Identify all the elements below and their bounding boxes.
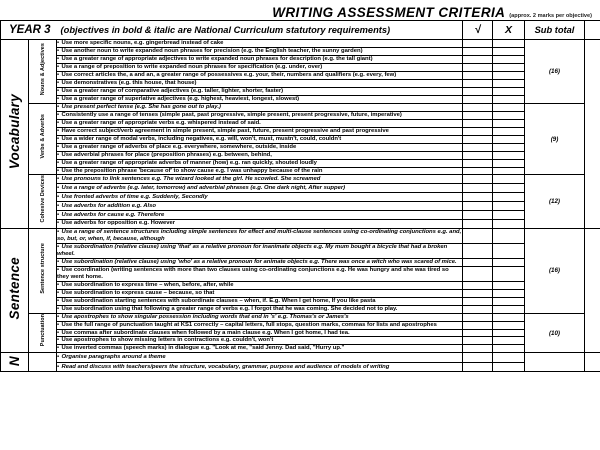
section-total-cell[interactable] (585, 228, 600, 353)
objective-cell (57, 47, 463, 55)
tick-cell[interactable] (463, 211, 493, 220)
bullet-icon: • (57, 63, 60, 70)
tick-cell[interactable] (463, 258, 493, 266)
bullet-icon: • (57, 211, 60, 218)
tick-cell[interactable] (463, 159, 493, 167)
cross-cell[interactable] (493, 87, 525, 95)
objective-text: Organise paragraphs around a theme (61, 354, 166, 361)
bullet-icon: • (57, 337, 60, 344)
cross-cell[interactable] (493, 193, 525, 202)
cross-cell[interactable] (493, 175, 525, 184)
section-label-text: Sentence (7, 256, 22, 320)
tick-cell[interactable] (463, 71, 493, 79)
subtotal-cell[interactable]: (9) (525, 103, 585, 175)
bullet-icon: • (57, 55, 60, 62)
objective-text: Have correct subject/verb agreement in simple present, simple past, future, present progressive and past progressive (61, 127, 389, 134)
objective-cell (57, 243, 463, 258)
objective-text: Use a greater range of appropriate adverbs of manner (how) e.g. ran quickly, shouted loudly (61, 159, 317, 166)
cross-cell[interactable] (493, 95, 525, 103)
criteria-row (1, 63, 600, 71)
bullet-icon: • (57, 103, 60, 110)
criteria-row (1, 40, 600, 48)
tick-cell[interactable] (463, 289, 493, 297)
criteria-row (1, 353, 600, 363)
bullet-icon: • (57, 167, 60, 174)
tick-cell[interactable] (463, 167, 493, 175)
criteria-row (1, 243, 600, 258)
subtotal-cell[interactable] (525, 353, 585, 372)
objective-cell (57, 79, 463, 87)
objective-cell (57, 127, 463, 135)
objective-text: Use a range of adverbs (e.g. later, tomorrow) and adverbial phrases (e.g. One dark night, After supper) (61, 184, 346, 191)
criteria-row (1, 329, 600, 337)
tick-cell[interactable] (463, 135, 493, 143)
tick-cell[interactable] (463, 127, 493, 135)
group-label (29, 175, 60, 228)
objective-cell (57, 119, 463, 127)
bullet-icon: • (57, 151, 60, 158)
objective-cell (57, 329, 463, 337)
objective-cell (57, 87, 463, 95)
cross-cell[interactable] (493, 40, 525, 48)
column-header-subtotal: Sub total (525, 21, 585, 40)
objective-cell (57, 281, 463, 289)
tick-cell[interactable] (463, 266, 493, 281)
objective-cell (57, 353, 463, 363)
cross-cell[interactable] (493, 79, 525, 87)
objective-text: Read and discuss with teachers/peers the structure, vocabulary, grammar, purpose and audience of models of writing (61, 363, 390, 370)
bullet-icon: • (57, 127, 60, 134)
group-label (29, 353, 60, 372)
cross-cell[interactable] (493, 228, 525, 243)
objective-cell (57, 362, 463, 372)
objective-cell (57, 167, 463, 175)
bullet-icon: • (57, 71, 60, 78)
objective-text: Use subordination to express time – when, before, after, while (61, 281, 234, 288)
subtotal-cell[interactable]: (16) (525, 228, 585, 313)
tick-cell[interactable] (463, 243, 493, 258)
table-header-row (1, 21, 600, 40)
group-label (29, 103, 60, 175)
objective-cell (57, 211, 463, 220)
criteria-row (1, 127, 600, 135)
criteria-row (1, 289, 600, 297)
subtotal-cell[interactable]: (10) (525, 313, 585, 353)
cross-cell[interactable] (493, 71, 525, 79)
tick-cell[interactable] (463, 321, 493, 329)
tick-cell[interactable] (463, 103, 493, 111)
criteria-row (1, 79, 600, 87)
cross-cell[interactable] (493, 111, 525, 119)
criteria-row (1, 95, 600, 103)
objective-text: Use apostrophes to show singular possession including words that end in 's' e.g. Thomas's or James's (61, 313, 349, 320)
cross-cell[interactable] (493, 135, 525, 143)
bullet-icon: • (57, 40, 60, 46)
objective-text: Use a greater range of appropriate verbs e.g. whispered instead of said. (61, 119, 261, 126)
document-subtitle: (approx. 2 marks per objective) (509, 12, 592, 19)
group-label-text: Sentence structure (39, 242, 46, 294)
tick-cell[interactable] (463, 143, 493, 151)
subtotal-cell[interactable]: (16) (525, 40, 585, 104)
bullet-icon: • (57, 289, 60, 296)
criteria-row (1, 193, 600, 202)
objective-text: Use a range of preposition to write expanded noun phrases for specification (e.g. under, over) (61, 63, 323, 70)
section-label-vocabulary (1, 40, 29, 229)
tick-cell[interactable] (463, 95, 493, 103)
objective-cell (57, 228, 463, 243)
bullet-icon: • (57, 119, 60, 126)
objective-text: Use coordination (writing sentences with more than two clauses using co-ordinating conjunctions e.g. He was hungry and she was tired so they went home. (57, 266, 449, 280)
cross-cell[interactable] (493, 202, 525, 211)
objective-text: Use a range of sentence structures including simple sentences for effect and multi-clause sentences using co-ordinating conjunctions e.g. and, so, but, or, when, if, because, although (57, 228, 462, 242)
objective-text: Use subordination (relative clause) using 'who' as a relative pronoun for animate objects e.g. There was once a witch who was scared of mice. (61, 258, 457, 265)
tick-cell[interactable] (463, 281, 493, 289)
objective-text: Use subordination (relative clause) using 'that' as a relative pronoun for inanimate objects e.g. My mum bought a bicycle that had a broken wheel. (57, 243, 448, 257)
objective-text: Use correct articles the, a and an, a greater range of possessives e.g. your, their, numbers and qualifiers (e.g. every, few) (61, 71, 397, 78)
cross-cell[interactable] (493, 119, 525, 127)
group-label-text: Nouns & Adjectives (39, 42, 46, 95)
objective-cell (57, 143, 463, 151)
tick-cell[interactable] (463, 202, 493, 211)
objective-text: Use a greater range of comparative adjectives (e.g. taller, lighter, shorter, faster) (61, 87, 284, 94)
column-header-cross: X (493, 21, 525, 40)
tick-cell[interactable] (463, 175, 493, 184)
objective-cell (57, 193, 463, 202)
cross-cell[interactable] (493, 313, 525, 321)
objective-cell (57, 258, 463, 266)
section-label-text: N (7, 356, 22, 367)
criteria-table (0, 20, 600, 372)
tick-cell[interactable] (463, 111, 493, 119)
tick-cell[interactable] (463, 151, 493, 159)
objective-text: Use more specific nouns, e.g. gingerbread instead of cake (61, 40, 224, 46)
criteria-row (1, 345, 600, 353)
section-label-text: Vocabulary (7, 93, 22, 170)
objective-cell (57, 95, 463, 103)
objective-cell (57, 305, 463, 313)
bullet-icon: • (57, 354, 60, 361)
criteria-row (1, 184, 600, 193)
objective-cell (57, 297, 463, 305)
objective-cell (57, 55, 463, 63)
group-label (29, 228, 60, 313)
objective-text: Use inverted commas (speech marks) in dialogue e.g. "Look at me, "said Jenny. Dad said, "Hurry up." (61, 345, 345, 352)
objective-text: Use fronted adverbs of time e.g. Suddenly, Secondly (61, 193, 208, 200)
bullet-icon: • (57, 228, 60, 235)
cross-cell[interactable] (493, 127, 525, 135)
criteria-row (1, 47, 600, 55)
bullet-icon: • (57, 313, 60, 320)
cross-cell[interactable] (493, 103, 525, 111)
cross-cell[interactable] (493, 63, 525, 71)
tick-cell[interactable] (463, 313, 493, 321)
bullet-icon: • (57, 329, 60, 336)
objective-text: Use demonstratives (e.g. this house, that house) (61, 79, 197, 86)
tick-cell[interactable] (463, 305, 493, 313)
criteria-row (1, 111, 600, 119)
objective-cell (57, 220, 463, 229)
objective-cell (57, 289, 463, 297)
bullet-icon: • (57, 184, 60, 191)
group-label-text: Punctuation (39, 314, 46, 347)
objective-cell (57, 40, 463, 48)
tick-cell[interactable] (463, 329, 493, 337)
criteria-row (1, 305, 600, 313)
objective-cell (57, 175, 463, 184)
section-label-n (1, 353, 29, 372)
cross-cell[interactable] (493, 243, 525, 258)
bullet-icon: • (57, 297, 60, 304)
cross-cell[interactable] (493, 47, 525, 55)
column-header-tick: √ (463, 21, 493, 40)
criteria-row (1, 143, 600, 151)
objective-cell (57, 321, 463, 329)
bullet-icon: • (57, 95, 60, 102)
objective-text: Use subordination using that following a greater range of verbs e.g. I forgot that he was coming. She decided not to play. (61, 305, 398, 312)
statutory-note: (objectives in bold & italic are National Curriculum statutory requirements) (60, 25, 391, 35)
cross-cell[interactable] (493, 321, 525, 329)
cross-cell[interactable] (493, 362, 525, 372)
cross-cell[interactable] (493, 167, 525, 175)
tick-cell[interactable] (463, 220, 493, 229)
criteria-row (1, 151, 600, 159)
bullet-icon: • (57, 243, 60, 250)
objective-cell (57, 135, 463, 143)
cross-cell[interactable] (493, 55, 525, 63)
criteria-row (1, 87, 600, 95)
objective-text: Use pronouns to link sentences e.g. The wizard looked at the girl. He scowled. She screamed (61, 175, 321, 182)
tick-cell[interactable] (463, 79, 493, 87)
bullet-icon: • (57, 281, 60, 288)
objective-cell (57, 202, 463, 211)
objective-cell (57, 313, 463, 321)
objective-text: Use another noun to write expanded noun phrases for precision (e.g. the English teacher, the sunny garden) (61, 47, 363, 54)
tick-cell[interactable] (463, 119, 493, 127)
objective-text: Use subordination to express cause – because, so that (61, 289, 215, 296)
objective-text: Use the preposition phrase 'because of' to show cause e.g. I was unhappy because of the rain (61, 167, 323, 174)
criteria-row (1, 55, 600, 63)
section-label-sentence (1, 228, 29, 353)
cross-cell[interactable] (493, 159, 525, 167)
cross-cell[interactable] (493, 211, 525, 220)
cross-cell[interactable] (493, 353, 525, 363)
tick-cell[interactable] (463, 47, 493, 55)
bullet-icon: • (57, 193, 60, 200)
objective-cell (57, 159, 463, 167)
year-label: YEAR 3 (9, 24, 51, 36)
criteria-row (1, 159, 600, 167)
bullet-icon: • (57, 266, 60, 273)
cross-cell[interactable] (493, 329, 525, 337)
column-header-spare (585, 21, 600, 40)
tick-cell[interactable] (463, 87, 493, 95)
section-total-cell[interactable] (585, 40, 600, 229)
section-total-cell[interactable] (585, 353, 600, 372)
criteria-row (1, 321, 600, 329)
objective-cell (57, 63, 463, 71)
criteria-row (1, 297, 600, 305)
criteria-row (1, 266, 600, 281)
criteria-row (1, 135, 600, 143)
tick-cell[interactable] (463, 228, 493, 243)
objective-cell (57, 71, 463, 79)
objective-cell (57, 184, 463, 193)
criteria-row (1, 228, 600, 243)
objective-cell (57, 151, 463, 159)
cross-cell[interactable] (493, 297, 525, 305)
criteria-row (1, 220, 600, 229)
cross-cell[interactable] (493, 281, 525, 289)
criteria-row (1, 281, 600, 289)
cross-cell[interactable] (493, 184, 525, 193)
cross-cell[interactable] (493, 289, 525, 297)
tick-cell[interactable] (463, 337, 493, 345)
tick-cell[interactable] (463, 40, 493, 48)
criteria-row (1, 202, 600, 211)
cross-cell[interactable] (493, 345, 525, 353)
cross-cell[interactable] (493, 143, 525, 151)
document-title-row (0, 0, 600, 20)
objective-text: Consistently use a range of tenses (simple past, past progressive, simple present, present progressive, future, imperative) (61, 111, 402, 118)
tick-cell[interactable] (463, 345, 493, 353)
criteria-row (1, 337, 600, 345)
criteria-row (1, 71, 600, 79)
bullet-icon: • (57, 220, 60, 227)
objective-text: Use commas after subordinate clauses when followed by a main clause e.g. When I got home, I had tea. (61, 329, 350, 336)
objective-text: Use present perfect tense (e.g. She has gone out to play.) (61, 103, 221, 110)
criteria-row (1, 175, 600, 184)
bullet-icon: • (57, 175, 60, 182)
group-label-text: Verbs & Adverbs (39, 114, 46, 159)
bullet-icon: • (57, 87, 60, 94)
header-year-cell (1, 21, 463, 40)
objective-text: Use a greater range of adverbs of place e.g. everywhere, somewhere, outside, inside (61, 143, 297, 150)
objective-text: Use adverbs for addition e.g. Also (61, 202, 156, 209)
criteria-row (1, 119, 600, 127)
objective-text: Use subordination starting sentences with subordinate clauses – when, if. E.g. When I get home, If you like pasta (61, 297, 376, 304)
objective-text: Use apostrophes to show missing letters in contractions e.g. couldn't, won't (61, 337, 274, 344)
bullet-icon: • (57, 305, 60, 312)
objective-text: Use adverbs for cause e.g. Therefore (61, 211, 165, 218)
objective-cell (57, 337, 463, 345)
criteria-row (1, 103, 600, 111)
cross-cell[interactable] (493, 151, 525, 159)
objective-cell (57, 266, 463, 281)
bullet-icon: • (57, 321, 60, 328)
bullet-icon: • (57, 159, 60, 166)
objective-text: Use a greater range of appropriate adjectives to write expanded noun phrases for description (e.g. the tall giant) (61, 55, 373, 62)
bullet-icon: • (57, 143, 60, 150)
group-label-text: Cohesive Devices (39, 175, 46, 223)
objective-text: Use the full range of punctuation taught at KS1 correctly – capital letters, full stops, question marks, commas for lists and apostrophes (61, 321, 437, 328)
objective-cell (57, 103, 463, 111)
bullet-icon: • (57, 135, 60, 142)
bullet-icon: • (57, 363, 60, 370)
objective-cell (57, 345, 463, 353)
criteria-row (1, 167, 600, 175)
objective-text: Use a greater range of superlative adjectives (e.g. highest, heaviest, longest, slowest) (61, 95, 300, 102)
objective-text: Use adverbial phrases for place (preposition phrases) e.g. between, behind, (61, 151, 272, 158)
cross-cell[interactable] (493, 258, 525, 266)
criteria-row (1, 258, 600, 266)
tick-cell[interactable] (463, 193, 493, 202)
bullet-icon: • (57, 258, 60, 265)
criteria-row (1, 362, 600, 372)
group-label (29, 313, 60, 353)
tick-cell[interactable] (463, 184, 493, 193)
cross-cell[interactable] (493, 266, 525, 281)
criteria-row (1, 211, 600, 220)
tick-cell[interactable] (463, 55, 493, 63)
tick-cell[interactable] (463, 362, 493, 372)
bullet-icon: • (57, 47, 60, 54)
bullet-icon: • (57, 111, 60, 118)
objective-text: Use adverbs for opposition e.g. However (61, 220, 176, 227)
tick-cell[interactable] (463, 353, 493, 363)
bullet-icon: • (57, 202, 60, 209)
document-title: WRITING ASSESSMENT CRITERIA (272, 5, 506, 20)
group-label (29, 40, 60, 104)
tick-cell[interactable] (463, 63, 493, 71)
cross-cell[interactable] (493, 220, 525, 229)
objective-cell (57, 111, 463, 119)
criteria-row (1, 313, 600, 321)
cross-cell[interactable] (493, 337, 525, 345)
bullet-icon: • (57, 79, 60, 86)
cross-cell[interactable] (493, 305, 525, 313)
subtotal-cell[interactable]: (12) (525, 175, 585, 228)
tick-cell[interactable] (463, 297, 493, 305)
objective-text: Use a wider range of modal verbs, including negatives, e.g. will, won't, must, mustn't, could, couldn't (61, 135, 342, 142)
bullet-icon: • (57, 345, 60, 352)
